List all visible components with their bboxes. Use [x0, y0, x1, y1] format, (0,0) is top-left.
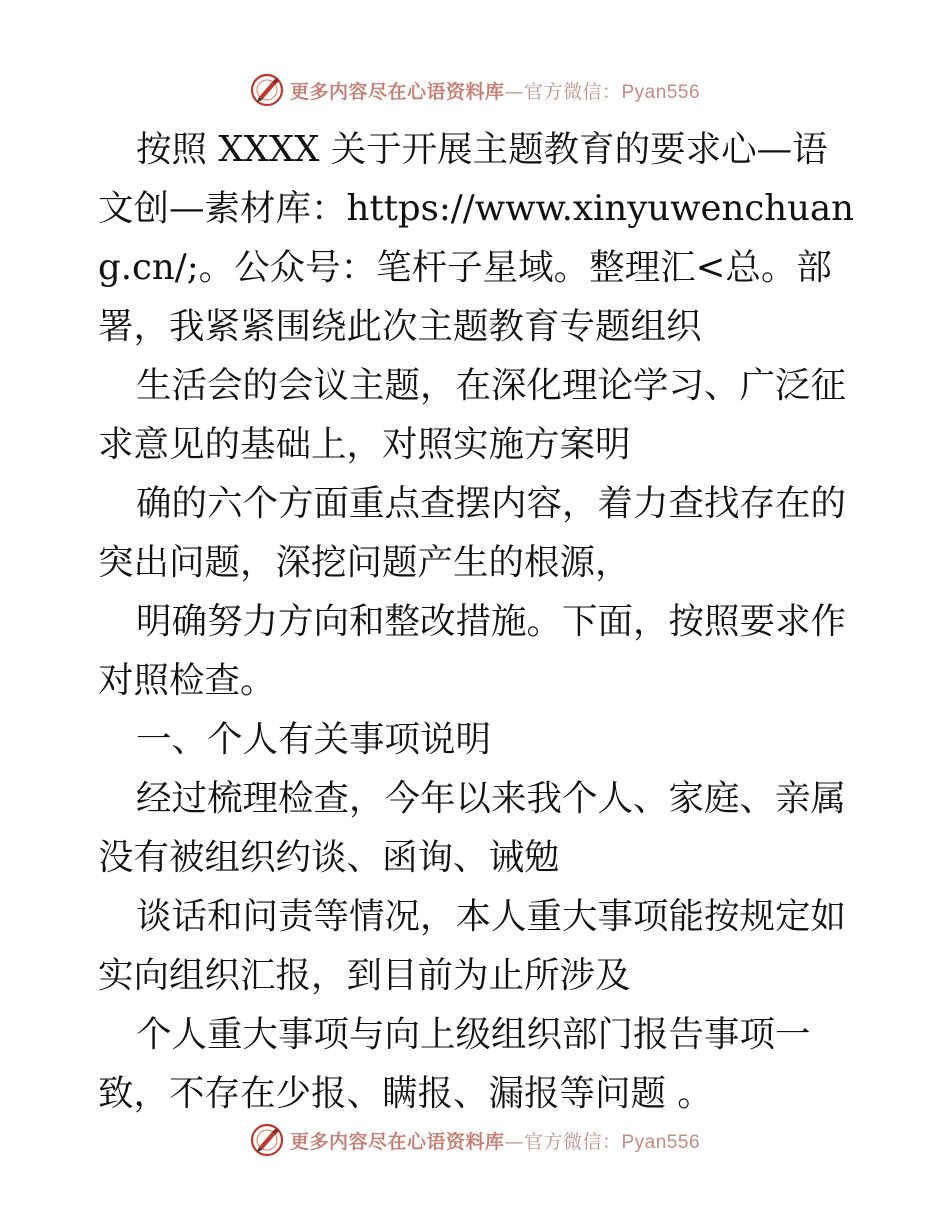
header-banner — [0, 72, 950, 108]
paragraph-7: 个人重大事项与向上级组织部门报告事项一致，不存在少报、瞒报、漏报等问题 。 — [98, 1014, 811, 1114]
paragraph-6: 谈话和问责等情况，本人重大事项能按规定如实向组织汇报，到目前为止所涉及 — [98, 896, 847, 996]
footer-banner — [0, 1122, 950, 1158]
brush-seal-icon — [250, 73, 284, 107]
footer-banner-text — [290, 1127, 700, 1154]
section-heading-1: 一、个人有关事项说明 — [136, 719, 492, 760]
paragraph-4: 明确努力方向和整改措施。下面，按照要求作对照检查。 — [98, 601, 847, 701]
header-banner-sub: 官方微信： — [523, 80, 622, 103]
header-banner-main: 更多内容尽在心语资料库 — [289, 80, 505, 103]
paragraph-5: 经过梳理检查，今年以来我个人、家庭、亲属没有被组织约谈、函询、诫勉 — [98, 778, 847, 878]
document-body — [98, 120, 858, 1123]
paragraph-2: 生活会的会议主题，在深化理论学习、广泛征求意见的基础上，对照实施方案明 — [98, 365, 847, 465]
footer-banner-dash: — — [504, 1130, 524, 1153]
header-banner-text — [290, 77, 700, 104]
header-banner-id: Pyan556 — [621, 81, 701, 103]
footer-banner-sub: 官方微信： — [523, 1130, 622, 1153]
paragraph-3: 确的六个方面重点查摆内容，着力查找存在的突出问题，深挖问题产生的根源， — [98, 483, 847, 583]
footer-banner-main: 更多内容尽在心语资料库 — [289, 1130, 505, 1153]
header-banner-dash: — — [504, 80, 524, 103]
paragraph-1: 按照 XXXX 关于开展主题教育的要求心—语文创—素材库：https://www.xinyuwenchuang.cn/;。公众号：笔杆子星域。整理汇<总。部署，我紧紧围绕此次主题教育专题组织 — [98, 129, 855, 347]
footer-banner-id: Pyan556 — [621, 1131, 701, 1153]
brush-seal-icon — [250, 1123, 284, 1157]
